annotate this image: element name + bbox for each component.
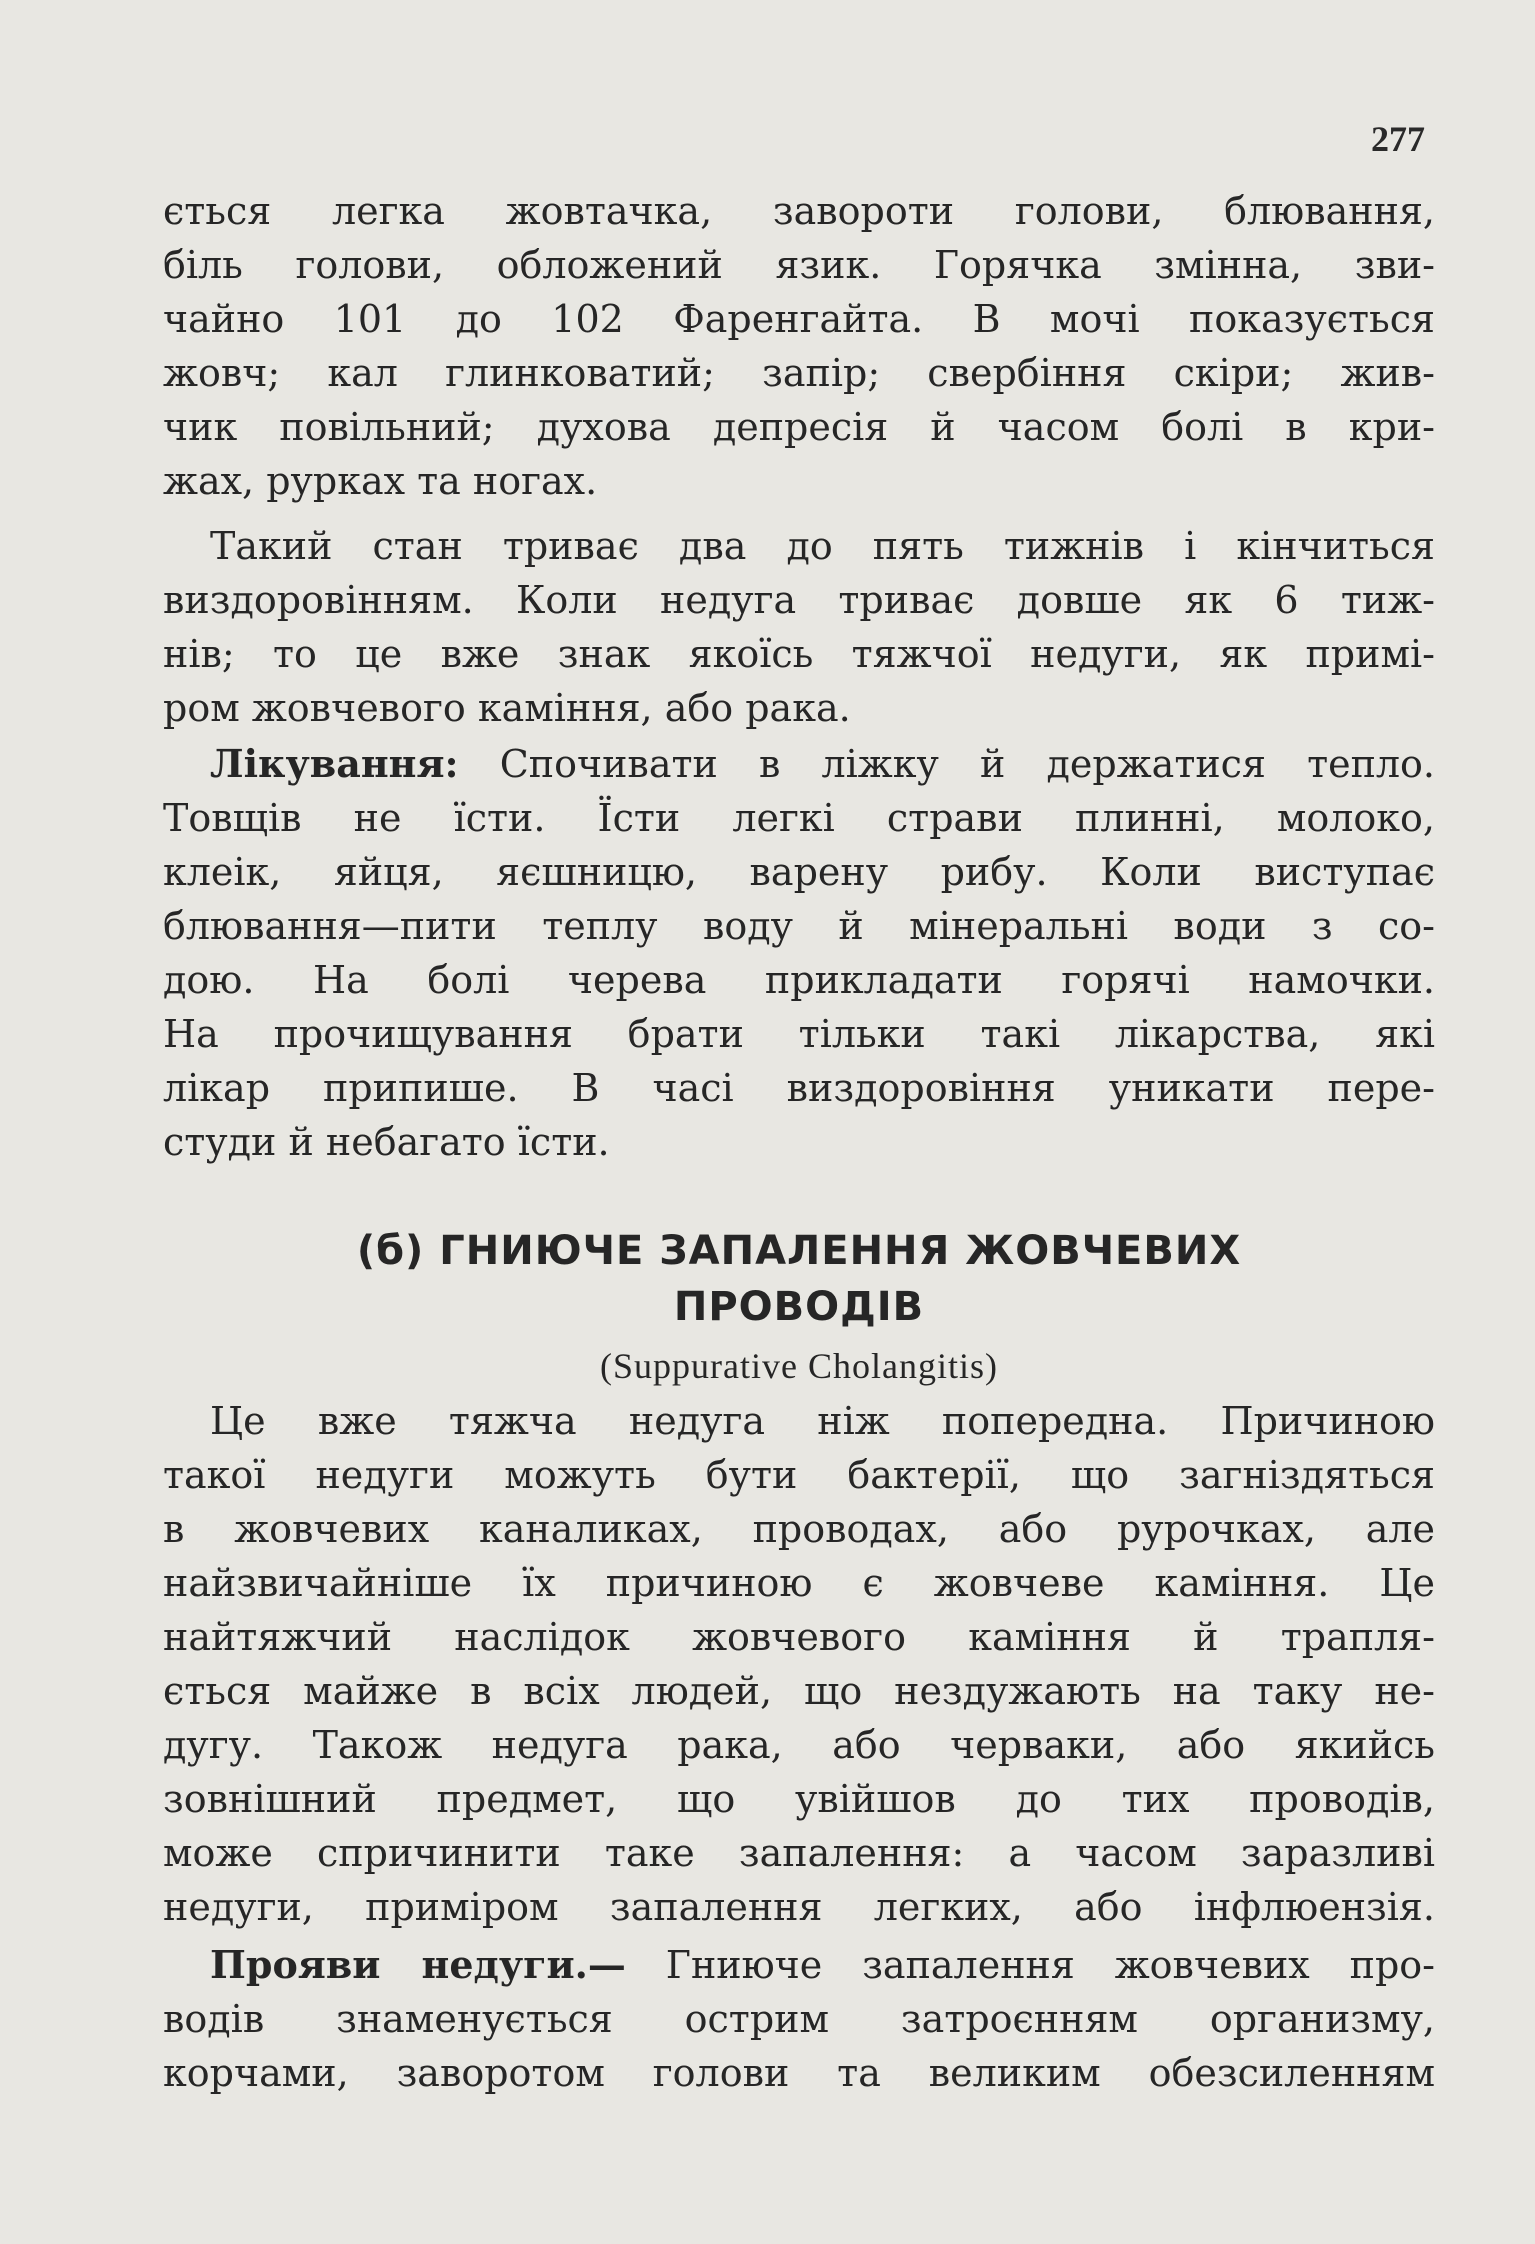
text-line: ється майже в всіх людей, що нездужають на таку не- <box>163 1669 1435 1713</box>
text-line: недуги, приміром запалення легких, або інфлюензія. <box>163 1885 1435 1929</box>
text-line <box>163 1938 1435 1992</box>
section-latin-title: (Suppurative Cholangitis) <box>600 1346 998 1386</box>
paragraph-manifestations <box>163 1938 1435 2100</box>
text-line: блювання—пити теплу воду й мінеральні води з со- <box>163 904 1435 948</box>
text-line: ром жовчевого каміння, або рака. <box>163 686 851 730</box>
text-line: нів; то це вже знак якоїсь тяжчої недуги, як примі- <box>163 632 1435 676</box>
text-line: в жовчевих каналиках, проводах, або рурочках, але <box>163 1507 1435 1551</box>
section-heading-line1: (б) ГНИЮЧЕ ЗАПАЛЕННЯ ЖОВЧЕВИХ <box>356 1228 1242 1274</box>
text-line: На прочищування брати тільки такі лікарства, які <box>163 1012 1435 1056</box>
section-heading-line2: ПРОВОДІВ <box>673 1284 925 1330</box>
text-line: Товщів не їсти. Їсти легкі страви плинні, молоко, <box>163 796 1435 840</box>
text-line: ється легка жовтачка, завороти голови, блювання, <box>163 189 1435 233</box>
paragraph-causes <box>163 1394 1435 1934</box>
text-line: клеік, яйця, яєшницю, варену рибу. Коли виступає <box>163 850 1435 894</box>
text-line: виздоровінням. Коли недуга триває довше як 6 тиж- <box>163 578 1435 622</box>
treatment-label: Лікування: <box>210 741 459 786</box>
text-line: дугу. Також недуга рака, або черваки, або якийсь <box>163 1723 1435 1767</box>
text-line: найтяжчий наслідок жовчевого каміння й трапля- <box>163 1615 1435 1659</box>
paragraph-symptoms-continued <box>163 184 1435 508</box>
text-line: дою. На болі черева прикладати горячі намочки. <box>163 958 1435 1002</box>
text-line: зовнішний предмет, що увійшов до тих проводів, <box>163 1777 1435 1821</box>
text-line: може спричинити таке запалення: а часом заразливі <box>163 1831 1435 1875</box>
text-line: чик повільний; духова депресія й часом болі в кри- <box>163 405 1435 449</box>
text-line: Такий стан триває два до пять тижнів і кінчиться <box>210 524 1435 568</box>
treatment-first-line: Спочивати в ліжку й держатися тепло. <box>458 742 1435 786</box>
manifestations-first-line: Гниюче запалення жовчевих про- <box>625 1943 1435 1987</box>
manifestations-label: Прояви недуги.— <box>210 1942 626 1987</box>
text-line: такої недуги можуть бути бактерії, що загніздяться <box>163 1453 1435 1497</box>
paragraph-treatment <box>163 737 1435 1169</box>
text-line: жах, рурках та ногах. <box>163 459 598 503</box>
page-number: 277 <box>1371 119 1425 159</box>
text-line: лікар припише. В часі виздоровіння уникати пере- <box>163 1066 1435 1110</box>
text-line: корчами, заворотом голови та великим обезсиленням <box>163 2051 1435 2095</box>
text-line: водів знаменується острим затроєнням организму, <box>163 1997 1435 2041</box>
text-line: біль голови, обложений язик. Горячка змінна, зви- <box>163 243 1435 287</box>
text-line: студи й небагато їсти. <box>163 1120 610 1164</box>
paragraph-duration <box>163 519 1435 735</box>
text-line <box>163 737 1435 791</box>
text-line: чайно 101 до 102 Фаренгайта. В мочі показується <box>163 297 1435 341</box>
text-line: Це вже тяжча недуга ніж попередна. Причиною <box>210 1399 1435 1443</box>
text-line: жовч; кал глинковатий; запір; свербіння скіри; жив- <box>163 351 1435 395</box>
text-line: найзвичайніше їх причиною є жовчеве каміння. Це <box>163 1561 1435 1605</box>
